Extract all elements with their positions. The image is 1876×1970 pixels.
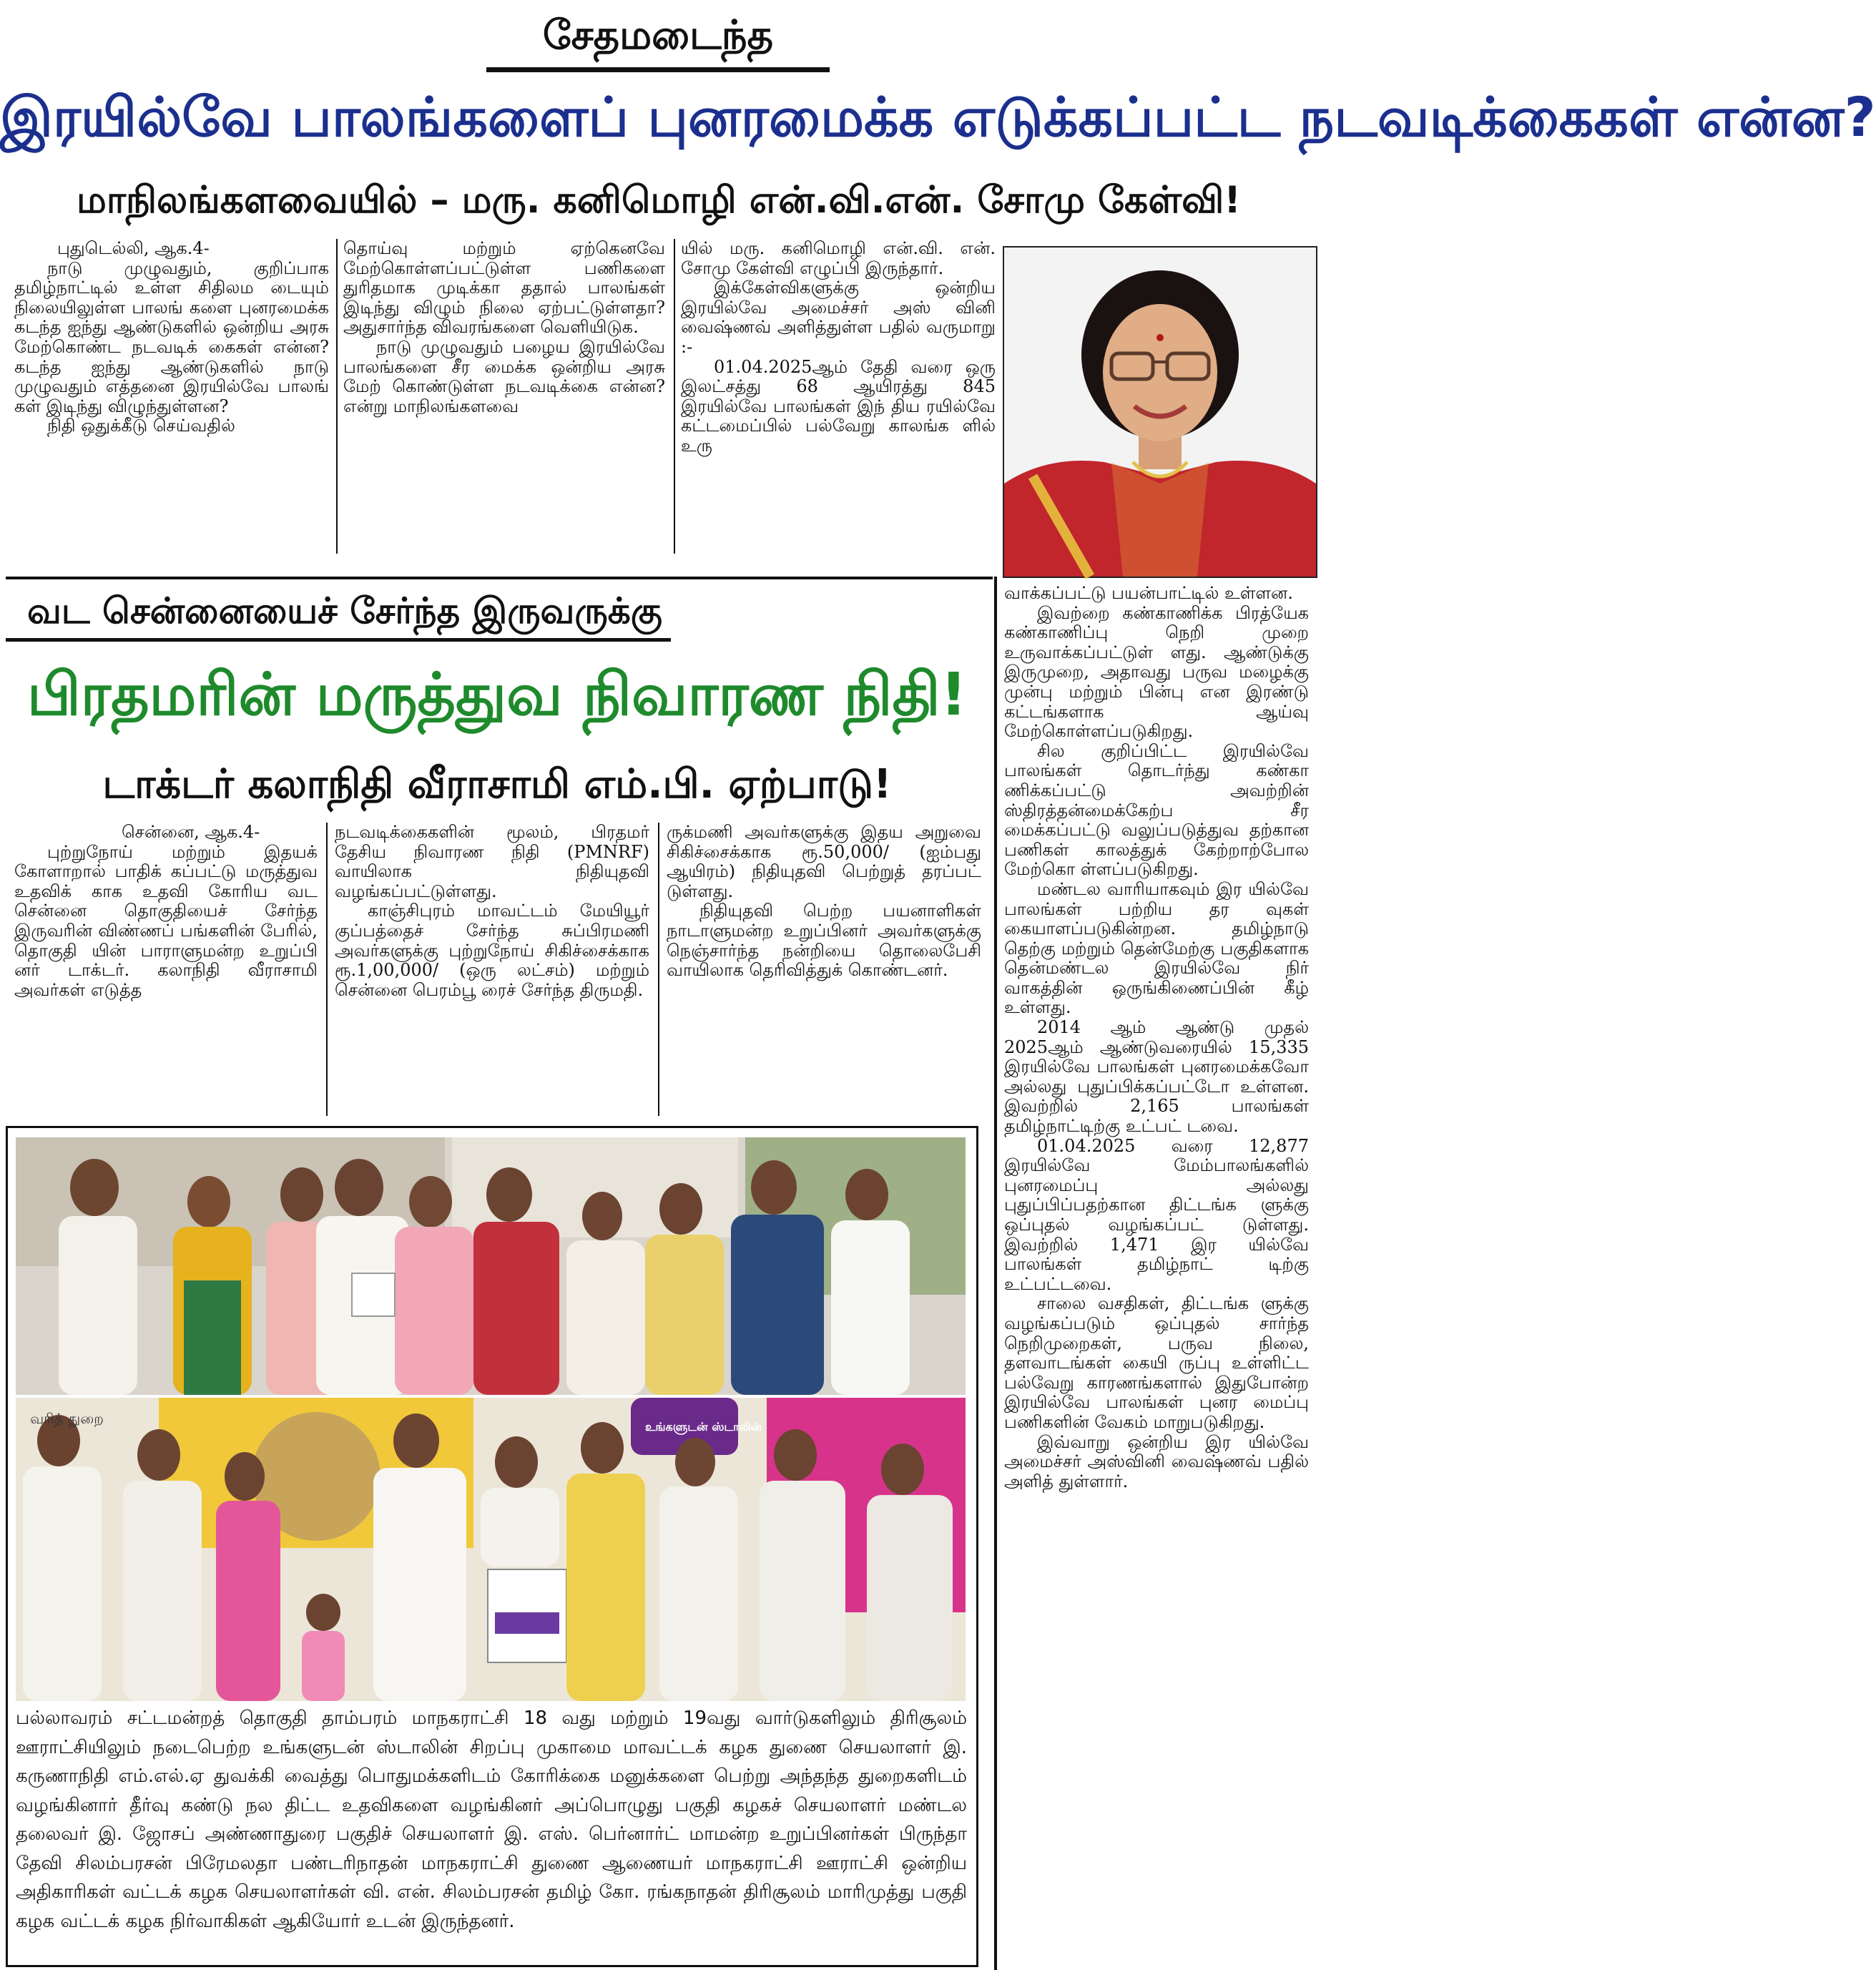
kicker-underline	[6, 638, 671, 642]
story1-column-4	[1004, 584, 1309, 1964]
paragraph: 2014 ஆம் ஆண்டு முதல் 2025ஆம் ஆண்டுவரையில் 15,335 இரயில்வே பாலங்கள் புனரமைக்கவோ அல்லது புதுப்பிக்கப்பட்டோ உள்ளன. இவற்றில் 2,165 பாலங்கள் தமிழ்நாட்டிற்கு உட்பட் டவை.	[1004, 1017, 1309, 1137]
dateline: புதுடெல்லி, ஆக.4-	[57, 238, 210, 258]
paragraph: யில் மரு. கனிமொழி என்.வி. என். சோமு கேள்வி எழுப்பி இருந்தார்.	[681, 238, 996, 278]
story1-column-2	[343, 239, 665, 561]
paragraph: புற்றுநோய் மற்றும் இதயக் கோளாறால் பாதிக் கப்பட்டு மருத்துவ உதவிக் காக உதவி கோரிய வட சென்னை தொகுதியைச் சேர்ந்த இருவரின் விண்ணப் பங்களின் பேரில், தொகுதி யின் பாராளுமன்ற உறுப்பி னர் டாக்டர். கலாநிதி வீராசாமி அவர்கள் எடுத்த	[14, 841, 318, 1000]
paragraph: நாடு முழுவதும், குறிப்பாக தமிழ்நாட்டில் உள்ள சிதிலம டையும் நிலையிலுள்ள பாலங் களை புனரமைக்க கடந்த ஐந்து ஆண்டுகளில் ஒன்றிய அரசு மேற்கொண்ட நடவடிக் கைகள் என்ன? கடந்த ஐந்து ஆண்டுகளில் நாடு முழுவதும் எத்தனை இரயில்வே பாலங் கள் இடிந்து விழுந்துள்ளன?	[14, 258, 329, 416]
paragraph: 01.04.2025 வரை 12,877 இரயில்வே மேம்பாலங்களில் புனரமைப்பு அல்லது புதுப்பிப்பதற்கான திட்டங்க ளுக்கு ஒப்புதல் வழங்கப்பட் டுள்ளது. இவற்றில் 1,471 இர யில்வே பாலங்கள் தமிழ்நாட் டிற்கு உட்பட்டவை.	[1004, 1135, 1309, 1294]
paragraph: நாடு முழுவதும் பழைய இரயில்வே பாலங்களை சீர மைக்க ஒன்றிய அரசு மேற் கொண்டுள்ள நடவடிக்கை என்ன? என்று மாநிலங்களவை	[343, 336, 665, 416]
dateline: சென்னை, ஆக.4-	[122, 822, 260, 842]
story2-kicker: வட சென்னையைச் சேர்ந்த இருவருக்கு	[27, 590, 662, 632]
paragraph: நிதியுதவி பெற்ற பயனாளிகள் நாடாளுமன்ற உறுப்பினர் அவர்களுக்கு நெஞ்சார்ந்த நன்றியை தொலைபேசி வாயிலாக தெரிவித்துக் கொண்டனர்.	[667, 901, 981, 981]
paragraph: இக்கேள்விகளுக்கு ஒன்றிய இரயில்வே அமைச்சர் அஸ் வினி வைஷ்ணவ் அளித்துள்ள பதில் வருமாறு :-	[681, 278, 996, 357]
paragraph: மண்டல வாரியாகவும் இர யில்வே பாலங்கள் பற்றிய தர வுகள் கையாளப்படுகின்றன. தமிழ்நாடு தெற்கு மற்றும் தென்மேற்கு பகுதிகளாக தென்மண்டல இரயில்வே நிர் வாகத்தின் ஒருங்கிணைப்பின் கீழ் உள்ளது.	[1004, 878, 1309, 1018]
paragraph: நடவடிக்கைகளின் மூலம், பிரதமர் தேசிய நிவாரண நிதி (PMNRF) வாயிலாக நிதியுதவி வழங்கப்பட்டுள்ளது.	[335, 822, 649, 901]
photo-caption: பல்லாவரம் சட்டமன்றத் தொகுதி தாம்பரம் மாநகராட்சி 18 வது மற்றும் 19வது வார்டுகளிலும் திரிசூலம் ஊராட்சியிலும் நடைபெற்ற உங்களுடன் ஸ்டாலின் சிறப்பு முகாமை மாவட்டக் கழக துணை செயலாளர் இ. கருணாநிதி எம்.எல்.ஏ துவக்கி வைத்து பொதுமக்களிடம் கோரிக்கை மனுக்களை பெற்று அந்தந்த துறைகளிடம் வழங்கினார் தீர்வு கண்டு நல திட்ட உதவிகளை வழங்கினர் அப்பொழுது பகுதி கழகச் செயலாளர் மண்டல தலைவர் இ. ஜோசப் அண்ணாதுரை பகுதிச் செயலாளர் இ. எஸ். பெர்னார்ட் மாமன்ற உறுப்பினர்கள் பிருந்தா தேவி சிலம்பரசன் பிரேமலதா பண்டரிநாதன் மாநகராட்சி துணை ஆணையர் மாநகராட்சி ஊராட்சி ஒன்றிய அதிகாரிகள் வட்டக் கழக செயலாளர்கள் வி. என். சிலம்பரசன் தமிழ் கோ. ரங்கநாதன் திரிசூலம் மாரிமுத்து பகுதி கழக வட்டக் கழக நிர்வாகிகள் ஆகியோர் உடன் இருந்தனர்.	[16, 1707, 967, 1932]
paragraph: காஞ்சிபுரம் மாவட்டம் மேயியூர் குப்பத்தைச் சேர்ந்த சுப்பிரமணி அவர்களுக்கு புற்றுநோய் சிகிச்சைக்காக ரூ.1,00,000/ (ஒரு லட்சம்) மற்றும் சென்னை பெரம்பூ ரைச் சேர்ந்த திருமதி.	[335, 901, 649, 1000]
banner-top-text: உங்களுடன் ஸ்டாலின்	[645, 1420, 762, 1434]
story1-column-3	[681, 239, 996, 561]
event-photo-bottom-image	[16, 1398, 966, 1701]
paragraph: தொய்வு மற்றும் ஏற்கெனவே மேற்கொள்ளப்பட்டுள்ள பணிகளை துரிதமாக முடிக்கா ததால் பாலங்கள் இடிந்து விழும் நிலை ஏற்பட்டுள்ளதா? அதுசார்ந்த விவரங்களை வெளியிடுக.	[343, 238, 665, 338]
event-photo-bottom	[16, 1398, 966, 1701]
story2-column-3	[667, 823, 981, 1123]
dept-sign-text: வரித் துறை	[30, 1410, 104, 1427]
story2-headline: பிரதமரின் மருத்துவ நிவாரண நிதி!	[26, 661, 968, 729]
event-photo-top-image	[16, 1137, 966, 1395]
paragraph: ருக்மணி அவர்களுக்கு இதய அறுவை சிகிச்சைக்காக ரூ.50,000/ (ஐம்பது ஆயிரம்) நிதியுதவி பெற்றுத் தரப்பட் டுள்ளது.	[667, 822, 981, 901]
portrait-photo	[1003, 246, 1317, 578]
story1-column-1	[14, 239, 329, 561]
paragraph: 01.04.2025ஆம் தேதி வரை ஒரு இலட்சத்து 68 ஆயிரத்து 845 இரயில்வே பாலங்கள் இந் திய ரயில்வே கட்டமைப்பில் பல்வேறு காலங்க ளில் உரு	[681, 356, 996, 456]
story2-column-1	[14, 823, 318, 1123]
story2-subheadline: டாக்டர் கலாநிதி வீராசாமி எம்.பி. ஏற்பாடு!	[102, 761, 892, 808]
paragraph: வாக்கப்பட்டு பயன்பாட்டில் உள்ளன.	[1004, 583, 1293, 603]
story1-headline: இரயில்வே பாலங்களைப் புனரமைக்க எடுக்கப்பட்ட நடவடிக்கைகள் என்ன?	[0, 85, 1876, 149]
story1-subheadline: மாநிலங்களவையில் – மரு. கனிமொழி என்.வி.என். சோமு கேள்வி!	[76, 179, 1242, 222]
paragraph: நிதி ஒதுக்கீடு செய்வதில்	[47, 416, 235, 436]
portrait-photo-image	[1004, 248, 1316, 577]
story2-column-2	[335, 823, 649, 1123]
paragraph: இவ்வாறு ஒன்றிய இர யில்வே அமைச்சர் அஸ்வினி வைஷ்ணவ் பதில் அளித் துள்ளார்.	[1004, 1431, 1309, 1491]
paragraph: இவற்றை கண்காணிக்க பிரத்யேக கண்காணிப்பு நெறி முறை உருவாக்கப்பட்டுள் ளது. ஆண்டுக்கு இருமுறை, அதாவது பருவ மழைக்கு முன்பு மற்றும் பின்பு என இரண்டு கட்டங்களாக ஆய்வு மேற்கொள்ளப்படுகிறது.	[1004, 602, 1309, 742]
story1-kicker: சேதமடைந்த	[486, 4, 830, 72]
paragraph: சில குறிப்பிட்ட இரயில்வே பாலங்கள் தொடர்ந்து கண்கா ணிக்கப்பட்டு அவற்றின் ஸ்திரத்தன்மைக்கேற்ப சீர மைக்கப்பட்டு வலுப்படுத்துவ தற்கான பணிகள் காலத்துக் கேற்றாற்போல மேற்கொ ள்ளப்படுகிறது.	[1004, 740, 1309, 880]
event-photo-top	[16, 1137, 966, 1395]
paragraph: சாலை வசதிகள், திட்டங்க ளுக்கு வழங்கப்படும் ஒப்புதல் சார்ந்த நெறிமுறைகள், பருவ நிலை, தளவாடங்கள் கையி ருப்பு உள்ளிட்ட பல்வேறு காரணங்களால் இதுபோன்ற இரயில்வே பாலங்கள் புனர மைப்பு பணிகளின் வேகம் மாறுபடுகிறது.	[1004, 1293, 1309, 1432]
